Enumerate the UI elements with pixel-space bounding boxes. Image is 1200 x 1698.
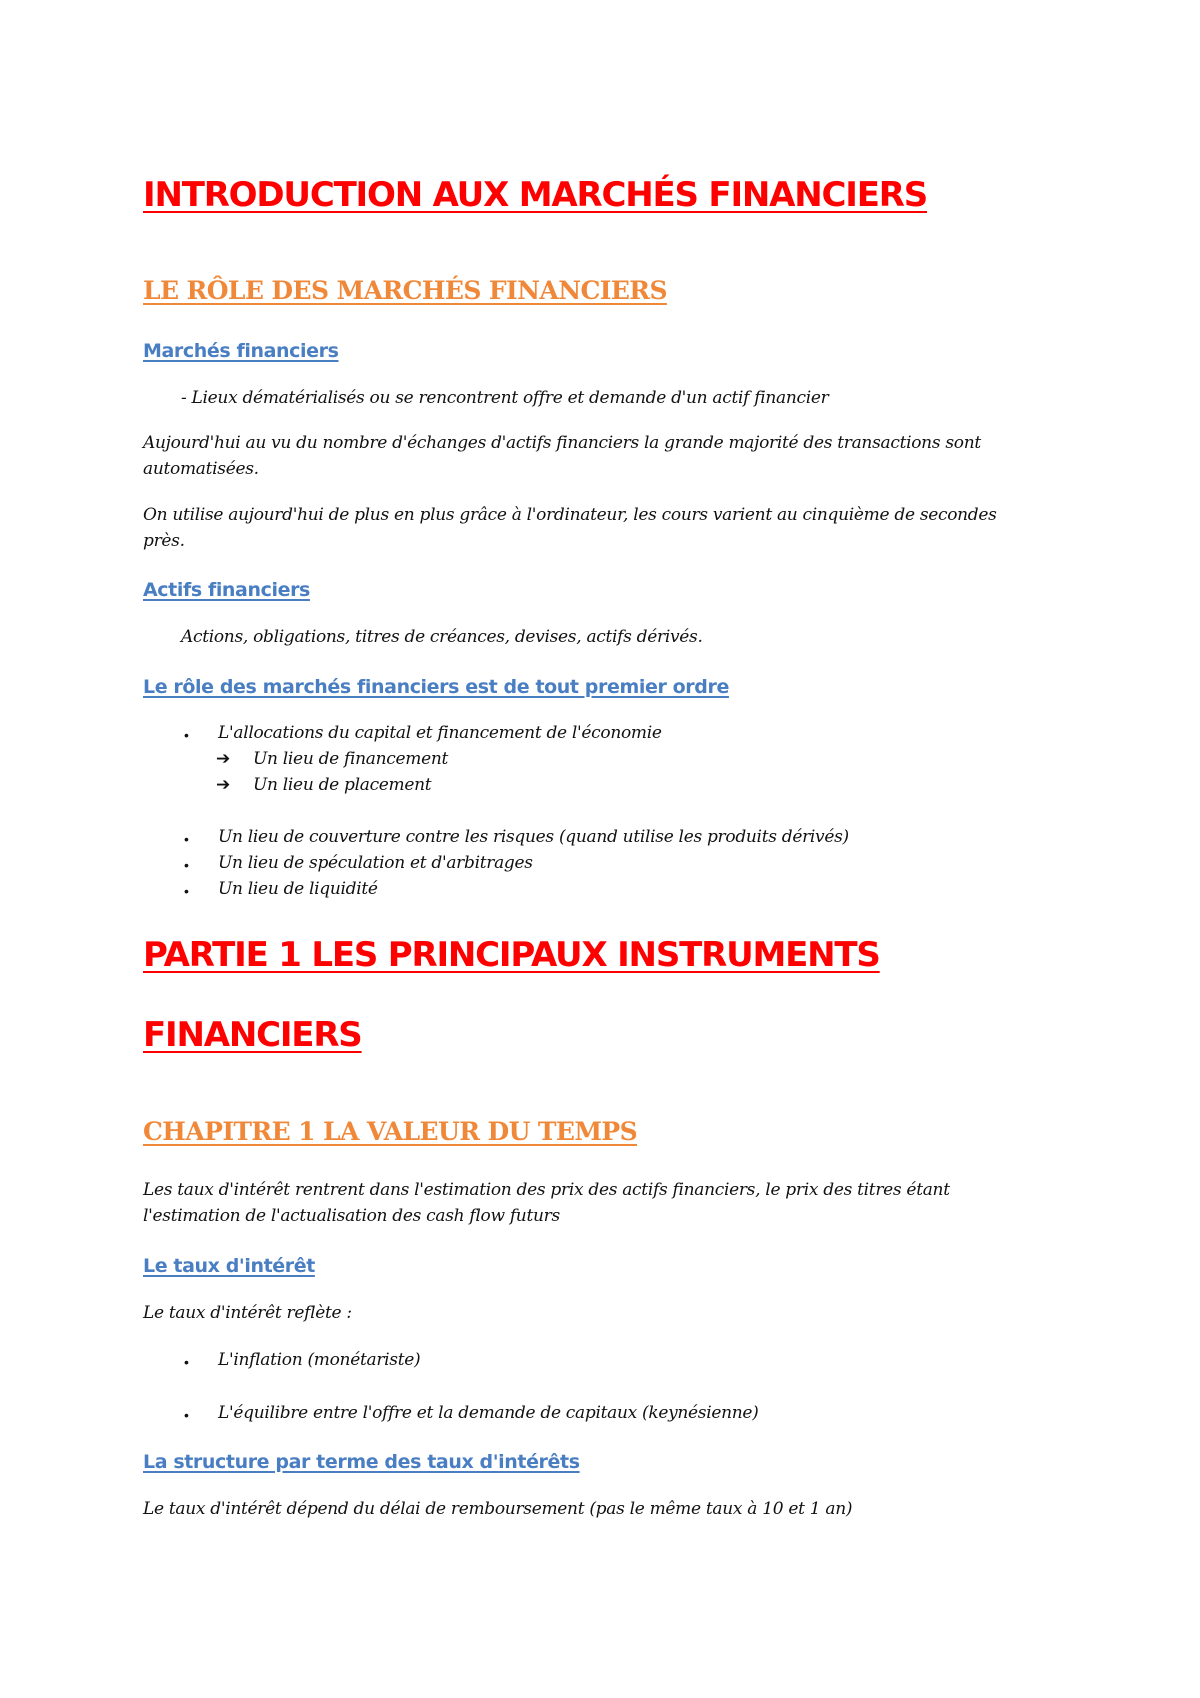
list-item: Un lieu de couverture contre les risques (quand utilise les produits dérivés) bbox=[218, 827, 849, 847]
bullet-icon: • bbox=[184, 727, 189, 743]
list-item: L'allocations du capital et financement de l'économie bbox=[218, 723, 662, 743]
dash-item: - Lieux dématérialisés ou se rencontrent offre et demande d'un actif financier bbox=[181, 388, 829, 408]
bullet-icon: • bbox=[184, 883, 189, 899]
part-heading-line1: PARTIE 1 LES PRINCIPAUX INSTRUMENTS bbox=[143, 935, 880, 975]
bullet-icon: • bbox=[184, 1407, 189, 1423]
subheading-structure-terme: La structure par terme des taux d'intérêts bbox=[143, 1451, 580, 1473]
subheading-taux-interet: Le taux d'intérêt bbox=[143, 1255, 315, 1277]
subheading-role-marches: Le rôle des marchés financiers est de tout premier ordre bbox=[143, 676, 729, 698]
bullet-icon: • bbox=[184, 1354, 189, 1370]
list-item: Un lieu de spéculation et d'arbitrages bbox=[218, 853, 533, 873]
bullet-icon: • bbox=[184, 831, 189, 847]
list-item: Un lieu de financement bbox=[253, 749, 449, 769]
list-item: L'équilibre entre l'offre et la demande de capitaux (keynésienne) bbox=[218, 1403, 759, 1423]
bullet-icon: • bbox=[184, 857, 189, 873]
subheading-actifs-financiers: Actifs financiers bbox=[143, 579, 310, 601]
chapter-heading: CHAPITRE 1 LA VALEUR DU TEMPS bbox=[143, 1117, 638, 1146]
paragraph: Les taux d'intérêt rentrent dans l'estimation des prix des actifs financiers, le prix des titres étant l'estimation de l'actualisation des cash flow futurs bbox=[143, 1180, 950, 1226]
paragraph: Le taux d'intérêt reflète : bbox=[143, 1303, 352, 1323]
arrow-right-icon: ➔ bbox=[216, 749, 231, 769]
paragraph: Aujourd'hui au vu du nombre d'échanges d'actifs financiers la grande majorité des transactions sont automatisées. bbox=[143, 433, 981, 479]
list-item: Un lieu de placement bbox=[253, 775, 432, 795]
paragraph: Actions, obligations, titres de créances, devises, actifs dérivés. bbox=[181, 627, 703, 647]
part-heading-line2: FINANCIERS bbox=[143, 1015, 362, 1055]
paragraph: Le taux d'intérêt dépend du délai de remboursement (pas le même taux à 10 et 1 an) bbox=[143, 1499, 853, 1519]
document-title: INTRODUCTION AUX MARCHÉS FINANCIERS bbox=[143, 175, 928, 215]
list-item: L'inflation (monétariste) bbox=[218, 1350, 421, 1370]
subheading-marches-financiers: Marchés financiers bbox=[143, 340, 339, 362]
paragraph: On utilise aujourd'hui de plus en plus grâce à l'ordinateur, les cours varient au cinquième de secondes près. bbox=[143, 505, 997, 551]
list-item: Un lieu de liquidité bbox=[218, 879, 378, 899]
section-heading-role: LE RÔLE DES MARCHÉS FINANCIERS bbox=[143, 276, 667, 305]
arrow-right-icon: ➔ bbox=[216, 775, 231, 795]
